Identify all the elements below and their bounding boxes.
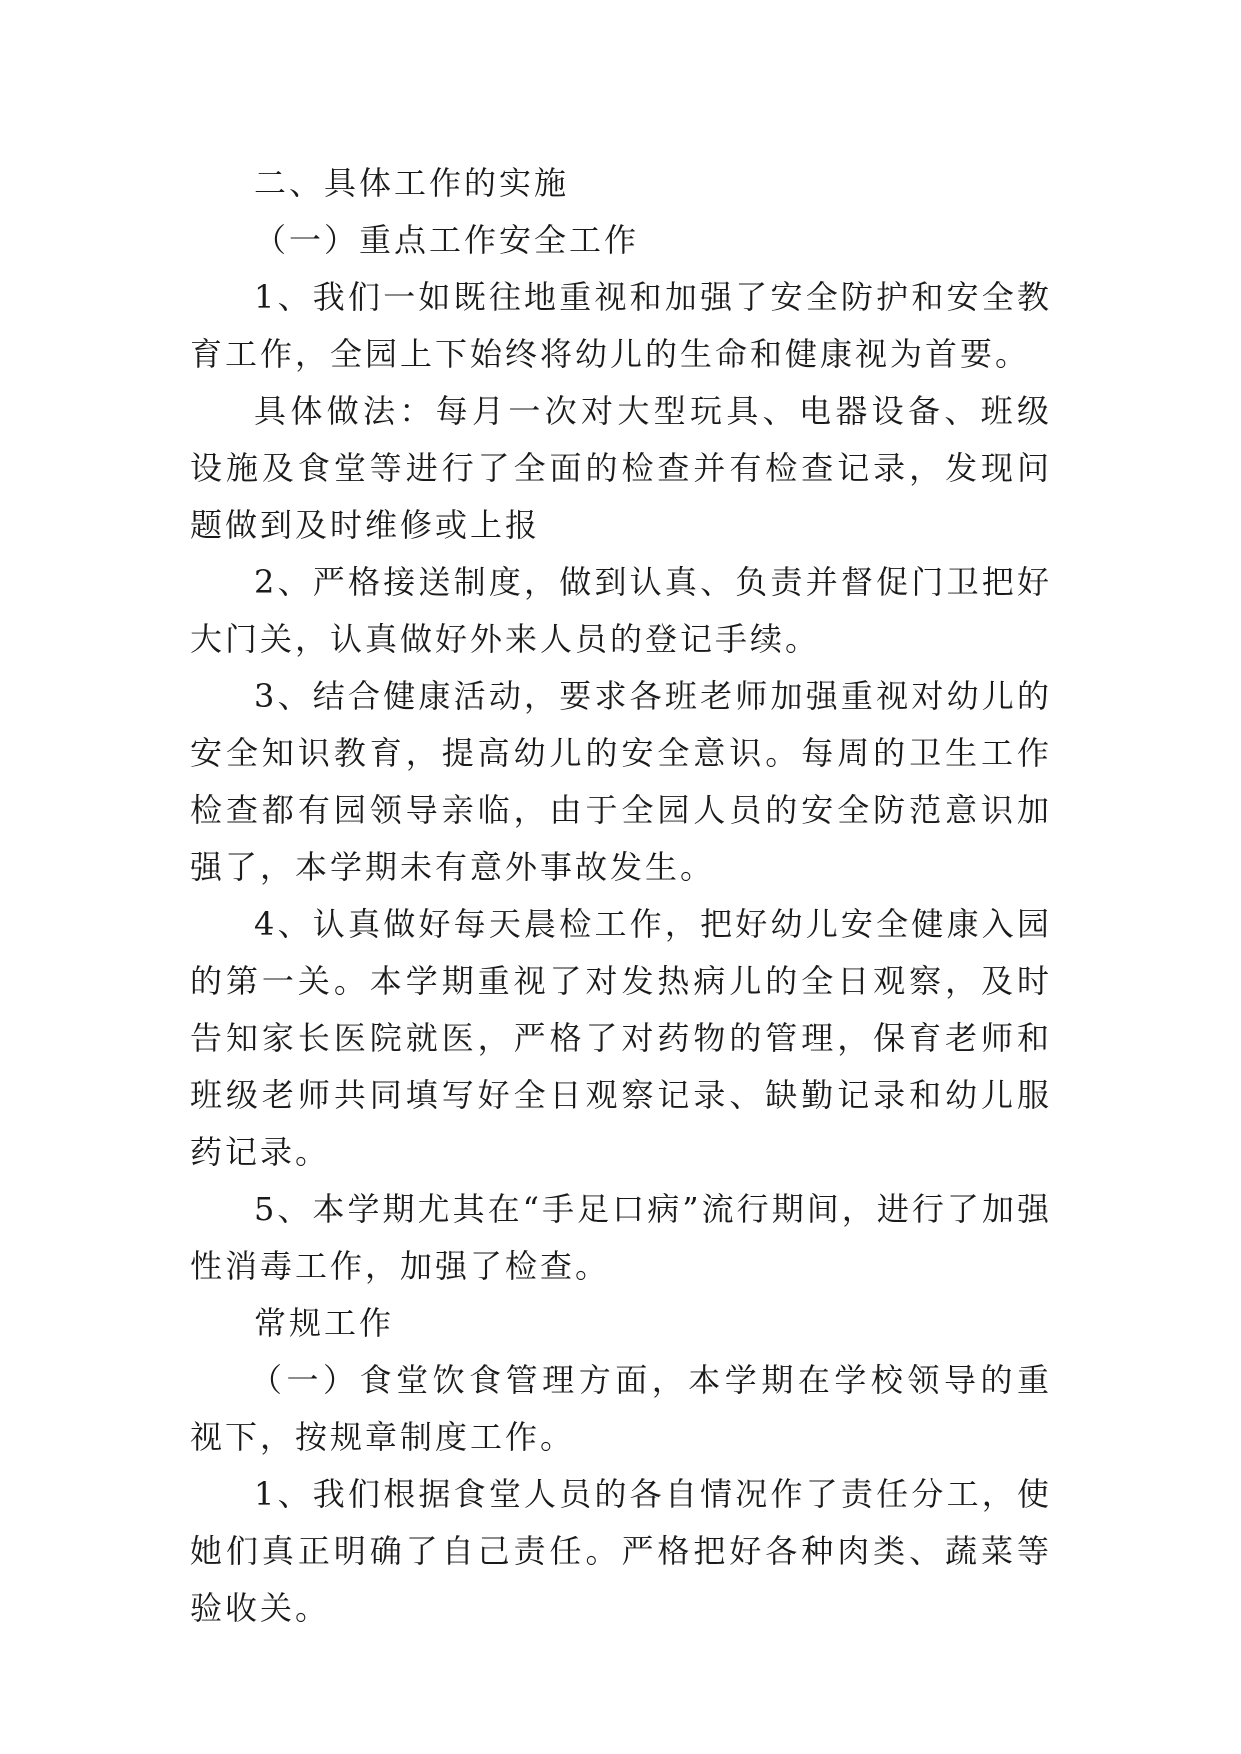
paragraph: 具体做法：每月一次对大型玩具、电器设备、班级设施及食堂等进行了全面的检查并有检查记录，发现问题做到及时维修或上报 — [190, 392, 1052, 544]
paragraph: 1、我们一如既往地重视和加强了安全防护和安全教育工作，全园上下始终将幼儿的生命和健康视为首要。 — [190, 278, 1052, 373]
paragraph: （一）食堂饮食管理方面，本学期在学校领导的重视下，按规章制度工作。 — [190, 1361, 1052, 1456]
paragraph: 5、本学期尤其在“手足口病”流行期间，进行了加强性消毒工作，加强了检查。 — [190, 1190, 1052, 1285]
paragraph: 2、严格接送制度，做到认真、负责并督促门卫把好大门关，认真做好外来人员的登记手续。 — [190, 563, 1052, 658]
section-heading: 二、具体工作的实施 — [254, 164, 570, 202]
paragraph: 1、我们根据食堂人员的各自情况作了责任分工，使她们真正明确了自己责任。严格把好各种肉类、蔬菜等验收关。 — [190, 1475, 1052, 1627]
subsection-heading: （一）重点工作安全工作 — [254, 221, 640, 259]
paragraph: 4、认真做好每天晨检工作，把好幼儿安全健康入园的第一关。本学期重视了对发热病儿的全日观察，及时告知家长医院就医，严格了对药物的管理，保育老师和班级老师共同填写好全日观察记录、缺勤记录和幼儿服药记录。 — [190, 905, 1052, 1171]
paragraph: 3、结合健康活动，要求各班老师加强重视对幼儿的安全知识教育，提高幼儿的安全意识。每周的卫生工作检查都有园领导亲临，由于全园人员的安全防范意识加强了，本学期未有意外事故发生。 — [190, 677, 1052, 886]
document-body — [190, 155, 1052, 1637]
section-heading: 常规工作 — [254, 1304, 395, 1342]
